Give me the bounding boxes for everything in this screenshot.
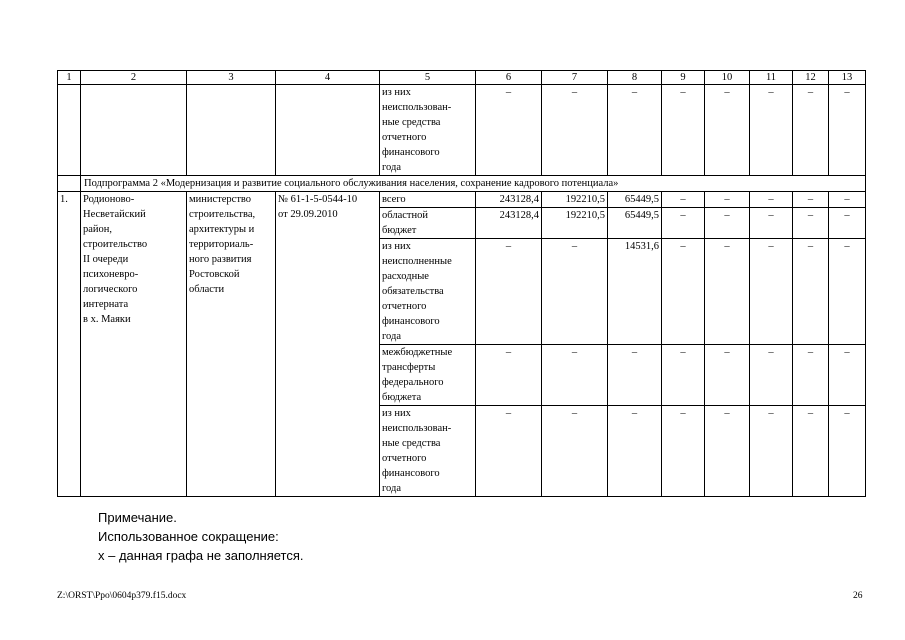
column-number: 12: [793, 71, 829, 85]
cell-value: –: [793, 345, 829, 406]
cell-value: –: [705, 239, 750, 345]
budget-table: [57, 70, 866, 497]
column-number: 10: [705, 71, 750, 85]
cell-value: –: [662, 192, 705, 208]
cell-value: –: [750, 406, 793, 497]
row-description: из них неиспользован- ные средства отчетного финансового года: [380, 85, 476, 176]
column-number: 1: [58, 71, 81, 85]
cell-value: –: [476, 239, 542, 345]
column-number: 3: [187, 71, 276, 85]
cell-value: –: [829, 345, 866, 406]
cell-value: –: [662, 406, 705, 497]
column-number: 7: [542, 71, 608, 85]
cell-value: –: [476, 406, 542, 497]
item-number: 1.: [58, 192, 81, 497]
cell-value: –: [750, 85, 793, 176]
cell-value: –: [793, 406, 829, 497]
footer-file-path: Z:\ORST\Ppo\0604p379.f15.docx: [57, 591, 187, 601]
column-number: 2: [81, 71, 187, 85]
cell-value: –: [608, 345, 662, 406]
table-row: [58, 85, 866, 176]
cell-value: –: [793, 192, 829, 208]
subprogram-row: [58, 176, 866, 192]
item-document: № 61-1-5-0544-10 от 29.09.2010: [276, 192, 380, 497]
cell-value: –: [750, 345, 793, 406]
table-row: [58, 192, 866, 208]
row-description: из них неиспользован- ные средства отчетного финансового года: [380, 406, 476, 497]
cell-value: –: [750, 239, 793, 345]
cell-value: –: [476, 85, 542, 176]
cell-value: –: [662, 208, 705, 239]
cell-value: –: [793, 239, 829, 345]
cell-value: –: [705, 85, 750, 176]
cell-value: –: [542, 85, 608, 176]
cell-value: –: [705, 345, 750, 406]
column-number: 8: [608, 71, 662, 85]
cell-value: 243128,4: [476, 192, 542, 208]
cell-value: –: [542, 345, 608, 406]
cell-value: –: [705, 208, 750, 239]
cell-value: –: [793, 85, 829, 176]
cell-value: –: [662, 85, 705, 176]
cell-value: 243128,4: [476, 208, 542, 239]
cell-value: –: [829, 406, 866, 497]
note-block: [98, 508, 304, 565]
page-number: 26: [853, 591, 863, 601]
note-line: х – данная графа не заполняется.: [98, 548, 304, 563]
cell-value: 192210,5: [542, 192, 608, 208]
cell-value: –: [829, 239, 866, 345]
row-description: из них неисполненные расходные обязательства отчетного финансового года: [380, 239, 476, 345]
cell-value: –: [829, 192, 866, 208]
item-name: Родионово- Несветайский район, строительство II очереди психоневро- логического интерната в х. Маяки: [81, 192, 187, 497]
note-line: Использованное сокращение:: [98, 529, 279, 544]
column-number: 5: [380, 71, 476, 85]
column-number-row: [58, 71, 866, 85]
cell-value: 14531,6: [608, 239, 662, 345]
cell-value: –: [705, 192, 750, 208]
cell-value: –: [705, 406, 750, 497]
cell-value: –: [476, 345, 542, 406]
cell-value: –: [542, 406, 608, 497]
row-description: областной бюджет: [380, 208, 476, 239]
cell-value: –: [662, 345, 705, 406]
column-number: 9: [662, 71, 705, 85]
cell-value: –: [608, 85, 662, 176]
cell-value: –: [793, 208, 829, 239]
item-customer: министерство строительства, архитектуры и территориаль- ного развития Ростовской области: [187, 192, 276, 497]
cell-value: –: [542, 239, 608, 345]
subprogram-title: Подпрограмма 2 «Модернизация и развитие социального обслуживания населения, сохранение кадрового потенциала»: [81, 176, 866, 192]
row-description: всего: [380, 192, 476, 208]
cell-value: 65449,5: [608, 192, 662, 208]
cell-value: –: [750, 208, 793, 239]
cell-value: –: [662, 239, 705, 345]
cell-value: 65449,5: [608, 208, 662, 239]
column-number: 4: [276, 71, 380, 85]
cell-value: –: [829, 208, 866, 239]
column-number: 13: [829, 71, 866, 85]
row-description: межбюджетные трансферты федерального бюджета: [380, 345, 476, 406]
column-number: 11: [750, 71, 793, 85]
cell-value: 192210,5: [542, 208, 608, 239]
column-number: 6: [476, 71, 542, 85]
cell-value: –: [829, 85, 866, 176]
cell-value: –: [750, 192, 793, 208]
note-title: Примечание.: [98, 510, 177, 525]
cell-value: –: [608, 406, 662, 497]
